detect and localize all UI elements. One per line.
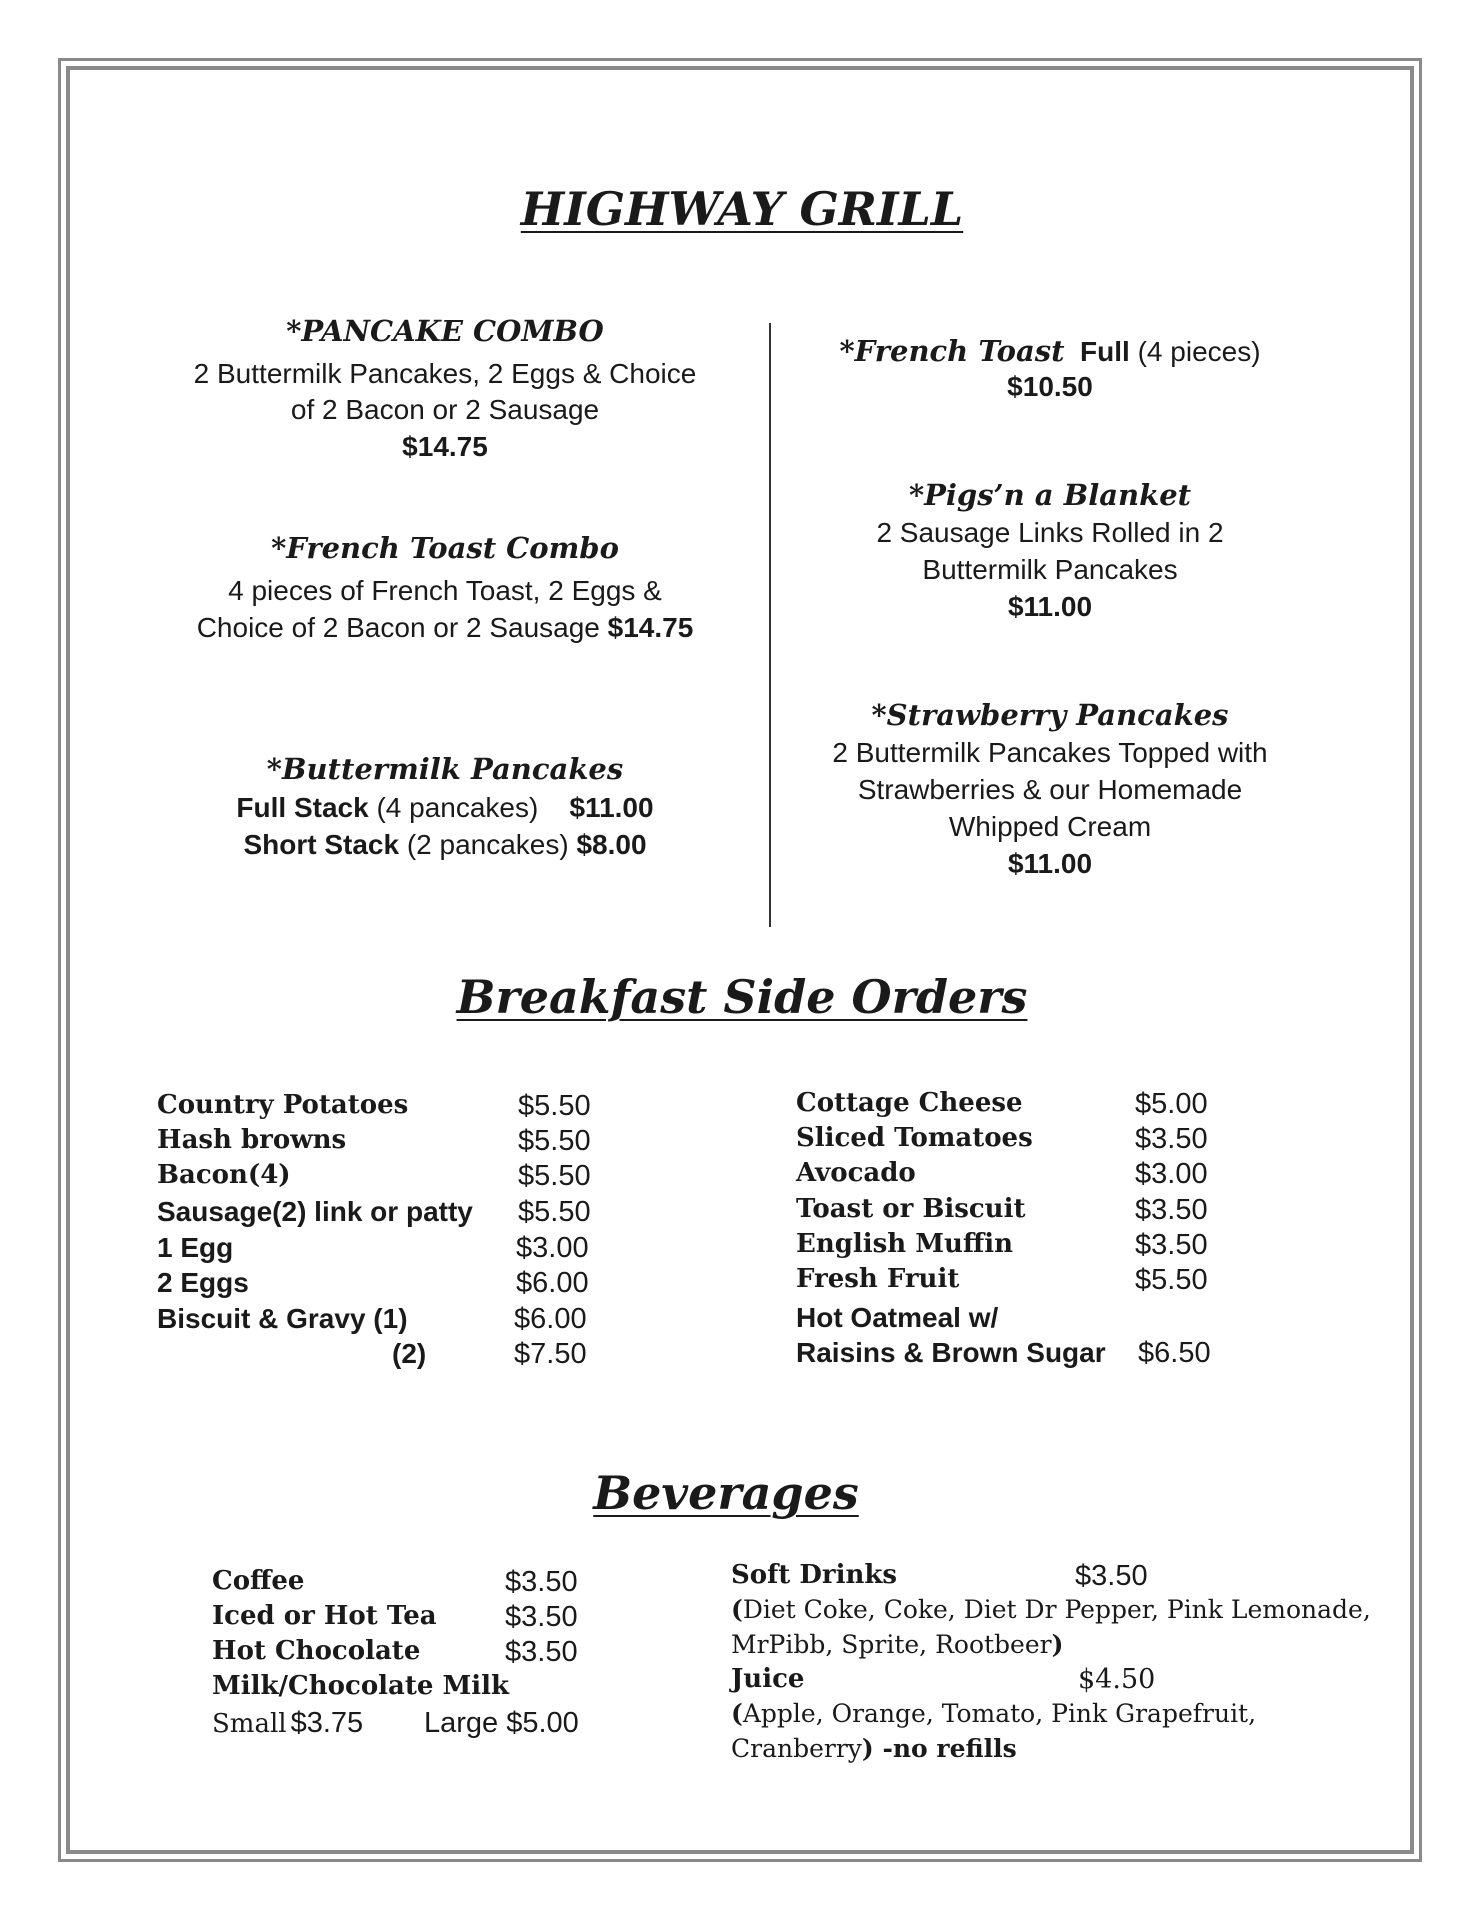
french-toast-combo-line1: 4 pieces of French Toast, 2 Eggs & [228, 575, 662, 606]
side-item-name: 2 Eggs [157, 1267, 249, 1298]
buttermilk-pancakes-name: *Buttermilk Pancakes [266, 752, 624, 786]
short-stack-label: Short Stack [243, 829, 400, 860]
french-toast-combo-line2-row [140, 609, 750, 646]
side-item-name: (2) [392, 1338, 427, 1369]
side-item-name: 1 Egg [157, 1232, 234, 1263]
french-toast-combo-line2: Choice of 2 Bacon or 2 Sausage [196, 612, 600, 643]
side-item-name: Cottage Cheese [796, 1088, 1023, 1118]
juice-price: $4.50 [1078, 1664, 1156, 1695]
pancake-combo-name: *PANCAKE COMBO [286, 314, 604, 348]
milk-small-label: Small [212, 1709, 287, 1739]
short-stack-detail: (2 pancakes) [406, 829, 569, 860]
pigs-blanket-price: $11.00 [1007, 591, 1093, 622]
beverage-price: $3.50 [505, 1566, 578, 1598]
side-item-price: $5.50 [518, 1090, 591, 1122]
side-item-price: $6.00 [514, 1303, 587, 1335]
french-toast-combo-name: *French Toast Combo [271, 531, 619, 565]
side-item-name: Sausage(2) link or patty [157, 1196, 473, 1227]
side-item-price: $5.00 [1135, 1088, 1208, 1120]
side-item-price: $6.00 [516, 1267, 589, 1299]
soft-drinks-note-line2: MrPibb, Sprite, Rootbeer) [731, 1630, 1064, 1659]
french-toast-row [780, 333, 1320, 370]
side-item-name: Hot Oatmeal w/ [796, 1302, 999, 1333]
french-toast-name: *French Toast [839, 334, 1065, 368]
soft-drinks-name: Soft Drinks [731, 1560, 898, 1590]
beverages-heading: Beverages [593, 1466, 859, 1520]
juice-note-line2: Cranberry) -no refills [731, 1734, 1017, 1763]
short-stack-row [140, 826, 750, 863]
side-item-name: Biscuit & Gravy (1) [157, 1303, 408, 1334]
side-item-name: English Muffin [796, 1229, 1014, 1259]
pancake-combo-line2: of 2 Bacon or 2 Sausage [290, 394, 600, 425]
side-item-price: $3.50 [1135, 1229, 1208, 1261]
strawberry-pancakes-line2: Strawberries & our Homemade [857, 774, 1243, 805]
strawberry-pancakes-price: $11.00 [1007, 848, 1093, 879]
full-stack-detail: (4 pancakes) [376, 792, 539, 823]
pigs-blanket-line1: 2 Sausage Links Rolled in 2 [876, 517, 1224, 548]
milk-prices-row [212, 1707, 363, 1740]
strawberry-pancakes-line1: 2 Buttermilk Pancakes Topped with [832, 737, 1268, 768]
side-item-price: $3.00 [1135, 1158, 1208, 1190]
column-divider [769, 323, 771, 927]
juice-no-refills: -no refills [873, 1734, 1017, 1763]
side-item-price: $6.50 [1138, 1337, 1211, 1369]
pigs-blanket-line2: Buttermilk Pancakes [922, 554, 1178, 585]
side-item-name: Hash browns [157, 1125, 347, 1155]
strawberry-pancakes-line3: Whipped Cream [948, 811, 1152, 842]
beverage-name: Milk/Chocolate Milk [212, 1671, 510, 1701]
side-item-name: Toast or Biscuit [796, 1194, 1026, 1224]
side-item-name: Fresh Fruit [796, 1264, 960, 1294]
side-item-price: $5.50 [518, 1125, 591, 1157]
soft-drinks-note-text1: Diet Coke, Coke, Diet Dr Pepper, Pink Lemonade, [742, 1595, 1371, 1624]
side-item-price: $5.50 [1135, 1264, 1208, 1296]
beverage-price: $3.50 [505, 1636, 578, 1668]
side-item-name: Avocado [796, 1158, 916, 1188]
soft-drinks-note-line1: (Diet Coke, Coke, Diet Dr Pepper, Pink Lemonade, [731, 1595, 1371, 1624]
side-item-price: $7.50 [514, 1338, 587, 1370]
beverage-price: $3.50 [505, 1601, 578, 1633]
soft-drinks-price: $3.50 [1075, 1560, 1148, 1592]
full-stack-label: Full Stack [236, 792, 369, 823]
pancake-combo-price: $14.75 [402, 431, 488, 462]
juice-note-text1: Apple, Orange, Tomato, Pink Grapefruit, [742, 1699, 1257, 1728]
french-toast-combo-price: $14.75 [607, 612, 694, 643]
side-item-name: Bacon(4) [157, 1160, 291, 1190]
full-stack-row [140, 789, 750, 826]
full-stack-price: $11.00 [569, 792, 654, 823]
milk-large-price: Large $5.00 [424, 1707, 579, 1739]
juice-name: Juice [731, 1664, 805, 1694]
juice-note-text2: Cranberry [731, 1734, 862, 1763]
soft-drinks-note-text2: MrPibb, Sprite, Rootbeer [731, 1630, 1052, 1659]
side-item-price: $3.50 [1135, 1123, 1208, 1155]
french-toast-size-label: Full [1080, 336, 1130, 367]
beverage-name: Hot Chocolate [212, 1636, 421, 1666]
side-item-price: $5.50 [518, 1160, 591, 1192]
pigs-blanket-name: *Pigs’n a Blanket [908, 478, 1192, 512]
french-toast-price: $10.50 [1007, 371, 1093, 402]
side-item-name: Raisins & Brown Sugar [796, 1337, 1106, 1368]
menu-title: HIGHWAY GRILL [520, 182, 964, 236]
beverage-name: Iced or Hot Tea [212, 1601, 437, 1631]
side-item-price: $3.50 [1135, 1194, 1208, 1226]
side-item-name: Sliced Tomatoes [796, 1123, 1033, 1153]
side-item-name: Country Potatoes [157, 1090, 409, 1120]
short-stack-price: $8.00 [576, 829, 647, 860]
french-toast-size-detail: (4 pieces) [1137, 336, 1261, 367]
juice-note-line1: (Apple, Orange, Tomato, Pink Grapefruit, [731, 1699, 1257, 1728]
side-orders-heading: Breakfast Side Orders [456, 970, 1028, 1024]
side-item-price: $3.00 [516, 1232, 589, 1264]
strawberry-pancakes-name: *Strawberry Pancakes [871, 698, 1229, 732]
side-item-price: $5.50 [518, 1196, 591, 1228]
milk-small-price: $3.75 [290, 1707, 364, 1739]
beverage-name: Coffee [212, 1566, 305, 1596]
pancake-combo-line1: 2 Buttermilk Pancakes, 2 Eggs & Choice [193, 358, 697, 389]
